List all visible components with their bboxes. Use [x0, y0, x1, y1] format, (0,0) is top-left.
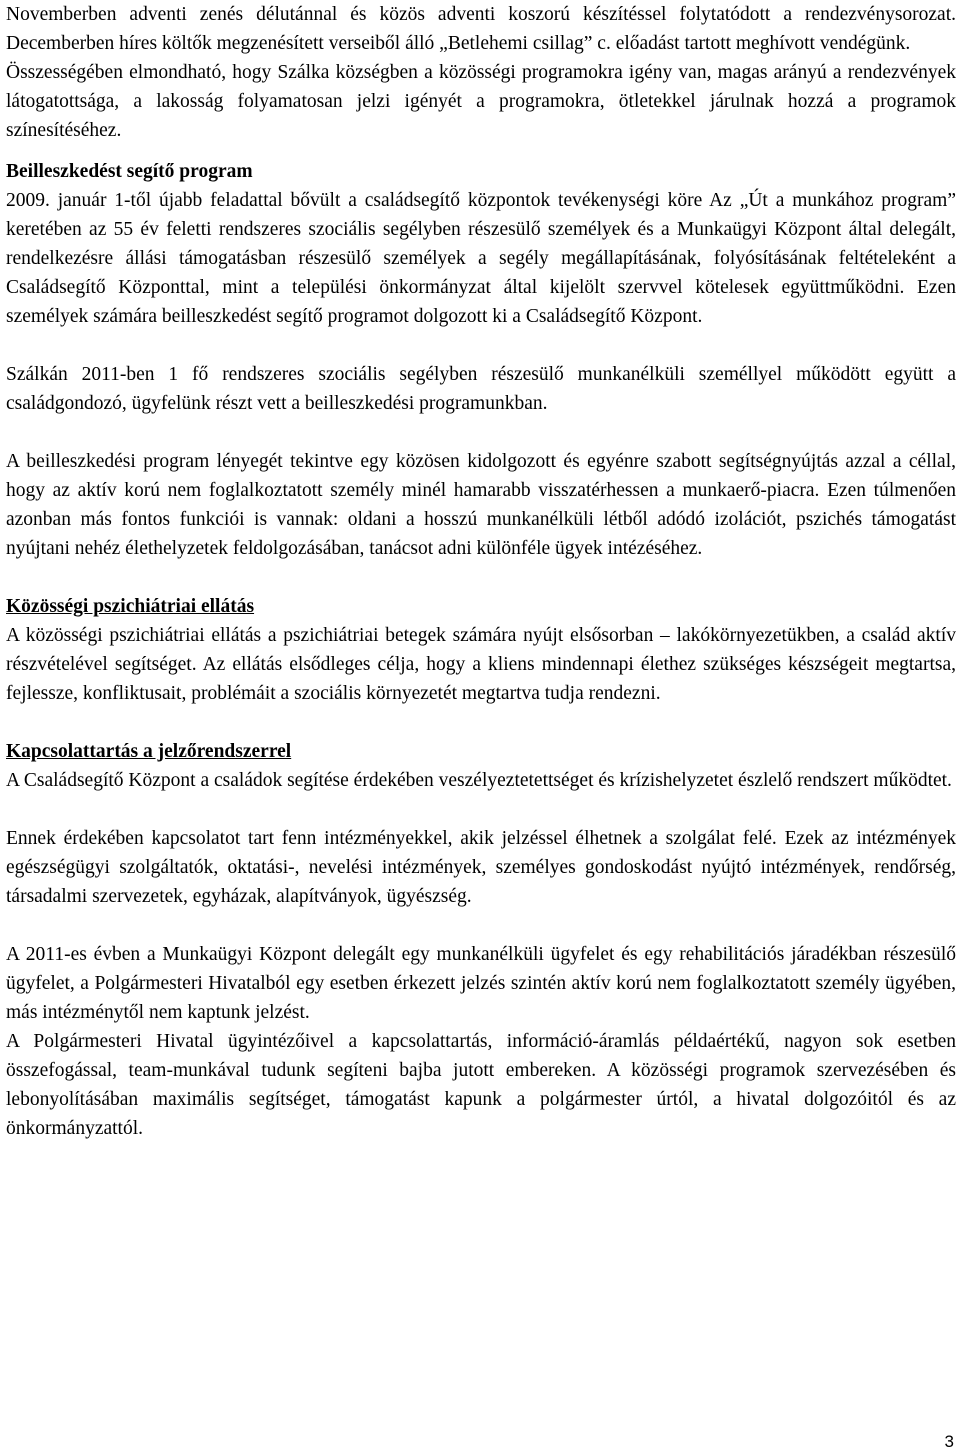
paragraph-community-psychiatry: A közösségi pszichiátriai ellátás a pszichiátriai betegek számára nyújt elsősorban – lakókörnyezetükben, a család aktív részvételével segítséget. Az ellátás elsődleges célja, hogy a kliens mindennapi élethez szükséges készségeit megtartsa, fejlessze, konfliktusait, problémáit a szociális környezetét megtartva tudja rendezni. — [6, 625, 956, 704]
paragraph-integration-intro: 2009. január 1-től újabb feladattal bővült a családsegítő központok tevékenységi köre Az „Út a munkához program” keretében az 55 év feletti rendszeres szociális segélyben részesülő személyek és a Munkaügyi Központ által delegált, rendelkezésre állási támogatásban részesülő személyek a segély megállapításának, folyósításának feltételeként a Családsegítő Központtal, mint a települési önkormányzat által kijelölt szervvel kötelesek együttműködni. Ezen személyek számára beilleszkedést segítő programot dolgozott ki a Családsegítő Központ. — [6, 190, 956, 327]
document-page — [6, 0, 956, 1143]
paragraph-signal-2011: A 2011-es évben a Munkaügyi Központ delegált egy munkanélküli ügyfelet és egy rehabilitációs járadékban részesülő ügyfelet, a Polgármesteri Hivatalból egy esetben érkezett jelzés szintén aktív korú nem foglalkoztatott személy ügyében, más intézménytől nem kaptunk jelzést. — [6, 944, 956, 1023]
heading-community-psychiatry: Közösségi pszichiátriai ellátás — [6, 596, 255, 617]
heading-signal-system: Kapcsolattartás a jelzőrendszerrel — [6, 741, 292, 762]
paragraph-mayor-office-cooperation: A Polgármesteri Hivatal ügyintézőivel a kapcsolattartás, információ-áramlás példaértékű, nagyon sok esetben összefogással, team-munkával tudunk segíteni bajba jutott embereken. A közösségi programok szervezésében és lebonyolításában maximális segítséget, támogatást kapunk a polgármester úrtól, a hivatal dolgozóitól és az önkormányzattól. — [6, 1031, 956, 1139]
paragraph-advent-events: Novemberben adventi zenés délutánnal és közös adventi koszorú készítéssel folytatódott a rendezvénysorozat. Decemberben híres költők megzenésített verseiből álló „Betlehemi csillag” c. előadást tartott meghívott vendégünk. — [6, 4, 956, 54]
heading-integration-program: Beilleszkedést segítő program — [6, 161, 253, 182]
paragraph-signal-institutions: Ennek érdekében kapcsolatot tart fenn intézményekkel, akik jelzéssel élhetnek a szolgálat felé. Ezek az intézmények egészségügyi szolgáltatók, oktatási-, nevelési intézmények, személyes gondoskodást nyújtó intézmények, rendőrség, társadalmi szervezetek, egyházak, alapítványok, ügyészség. — [6, 828, 956, 907]
paragraph-community-summary: Összességében elmondható, hogy Szálka községben a közösségi programokra igény van, magas arányú a rendezvények látogatottsága, a lakosság folyamatosan jelzi igényét a programokra, ötletekkel járulnak hozzá a programok színesítéséhez. — [6, 62, 956, 141]
paragraph-signal-system-intro: A Családsegítő Központ a családok segítése érdekében veszélyeztetettséget és krízishelyzetet észlelő rendszert működtet. — [6, 770, 952, 791]
page-number: 3 — [944, 1432, 954, 1451]
paragraph-integration-2011: Szálkán 2011-ben 1 fő rendszeres szociális segélyben részesülő munkanélküli személlyel működött együtt a családgondozó, ügyfelünk részt vett a beilleszkedési programunkban. — [6, 364, 956, 414]
paragraph-integration-essence: A beilleszkedési program lényegét tekintve egy közösen kidolgozott és egyénre szabott segítségnyújtás azzal a céllal, hogy az aktív korú nem foglalkoztatott személy minél hamarabb visszatérhessen a munkaerő-piacra. Ezen túlmenően azonban más fontos funkciói is vannak: oldani a hosszú munkanélküli létből adódó izolációt, pszichés támogatást nyújtani nehéz élethelyzetek feldolgozásában, tanácsot adni különféle ügyek intézéséhez. — [6, 451, 956, 559]
